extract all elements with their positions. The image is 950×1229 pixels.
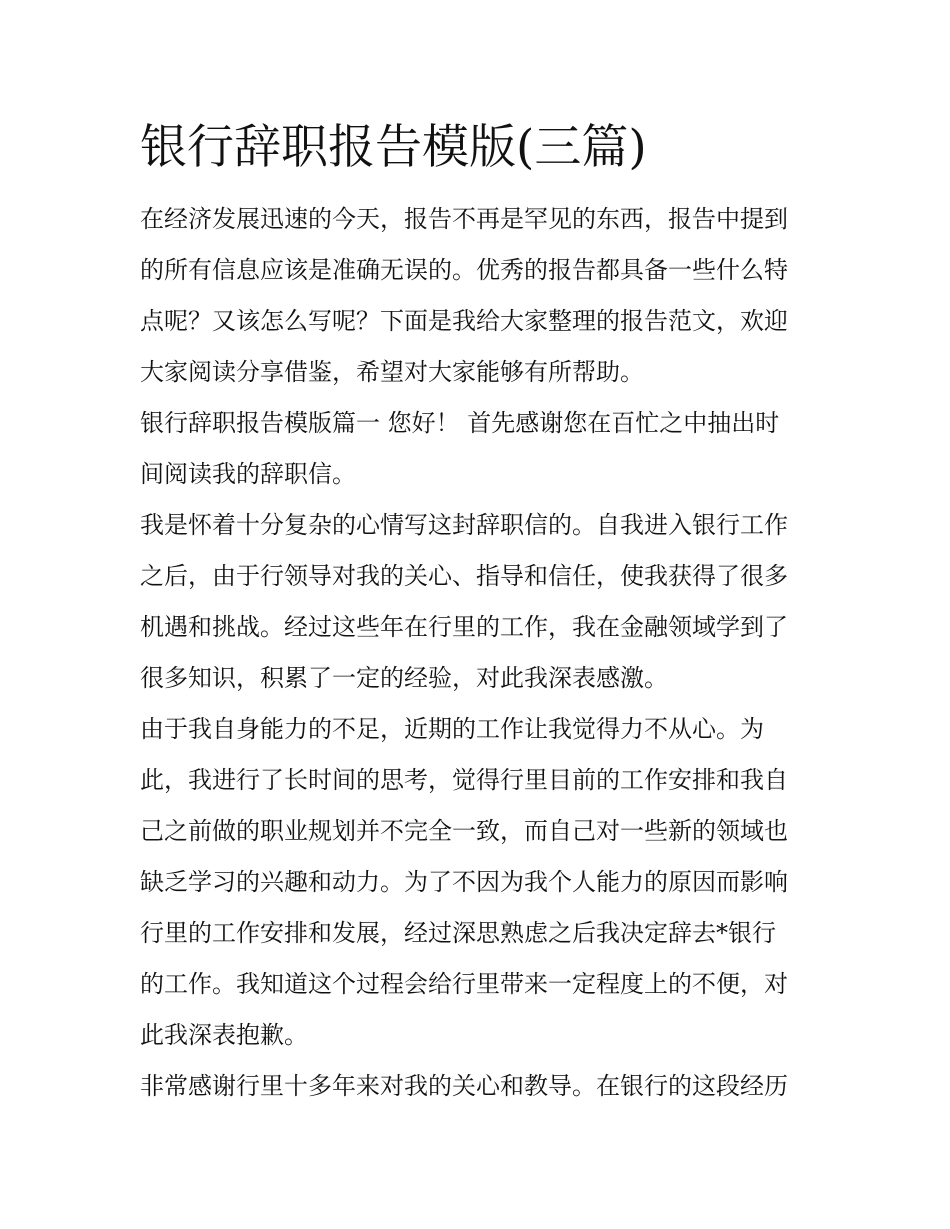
text-line: 机遇和挑战。经过这些年在行里的工作，我在金融领域学到了 — [140, 613, 788, 641]
text-line: 的所有信息应该是准确无误的。优秀的报告都具备一些什么特 — [140, 256, 788, 284]
text-line: 缺乏学习的兴趣和动力。为了不因为我个人能力的原因而影响 — [140, 868, 788, 896]
text-line: 之后，由于行领导对我的关心、指导和信任，使我获得了很多 — [140, 562, 788, 590]
text-line: 的工作。我知道这个过程会给行里带来一定程度上的不便，对 — [140, 970, 788, 998]
text-line: 由于我自身能力的不足，近期的工作让我觉得力不从心。为 — [140, 715, 764, 743]
text-line: 此，我进行了长时间的思考，觉得行里目前的工作安排和我自 — [140, 766, 788, 794]
text-line: 此我深表抱歉。 — [140, 1021, 308, 1049]
text-line: 银行辞职报告模版篇一 您好！ 首先感谢您在百忙之中抽出时 — [140, 409, 780, 437]
document-title: 银行辞职报告模版(三篇) — [140, 120, 647, 175]
text-line: 行里的工作安排和发展，经过深思熟虑之后我决定辞去*银行 — [140, 919, 776, 947]
document-body — [140, 194, 812, 1112]
text-line: 我是怀着十分复杂的心情写这封辞职信的。自我进入银行工作 — [140, 511, 788, 539]
text-line: 大家阅读分享借鉴，希望对大家能够有所帮助。 — [140, 358, 644, 386]
text-line: 己之前做的职业规划并不完全一致，而自己对一些新的领域也 — [140, 817, 788, 845]
document-page — [140, 112, 812, 1112]
text-line: 间阅读我的辞职信。 — [140, 460, 356, 488]
text-line: 很多知识，积累了一定的经验，对此我深表感激。 — [140, 664, 668, 692]
text-line: 在经济发展迅速的今天，报告不再是罕见的东西，报告中提到 — [140, 205, 788, 233]
text-line: 非常感谢行里十多年来对我的关心和教导。在银行的这段经历 — [140, 1072, 788, 1100]
text-line: 点呢？又该怎么写呢？下面是我给大家整理的报告范文，欢迎 — [140, 307, 788, 335]
